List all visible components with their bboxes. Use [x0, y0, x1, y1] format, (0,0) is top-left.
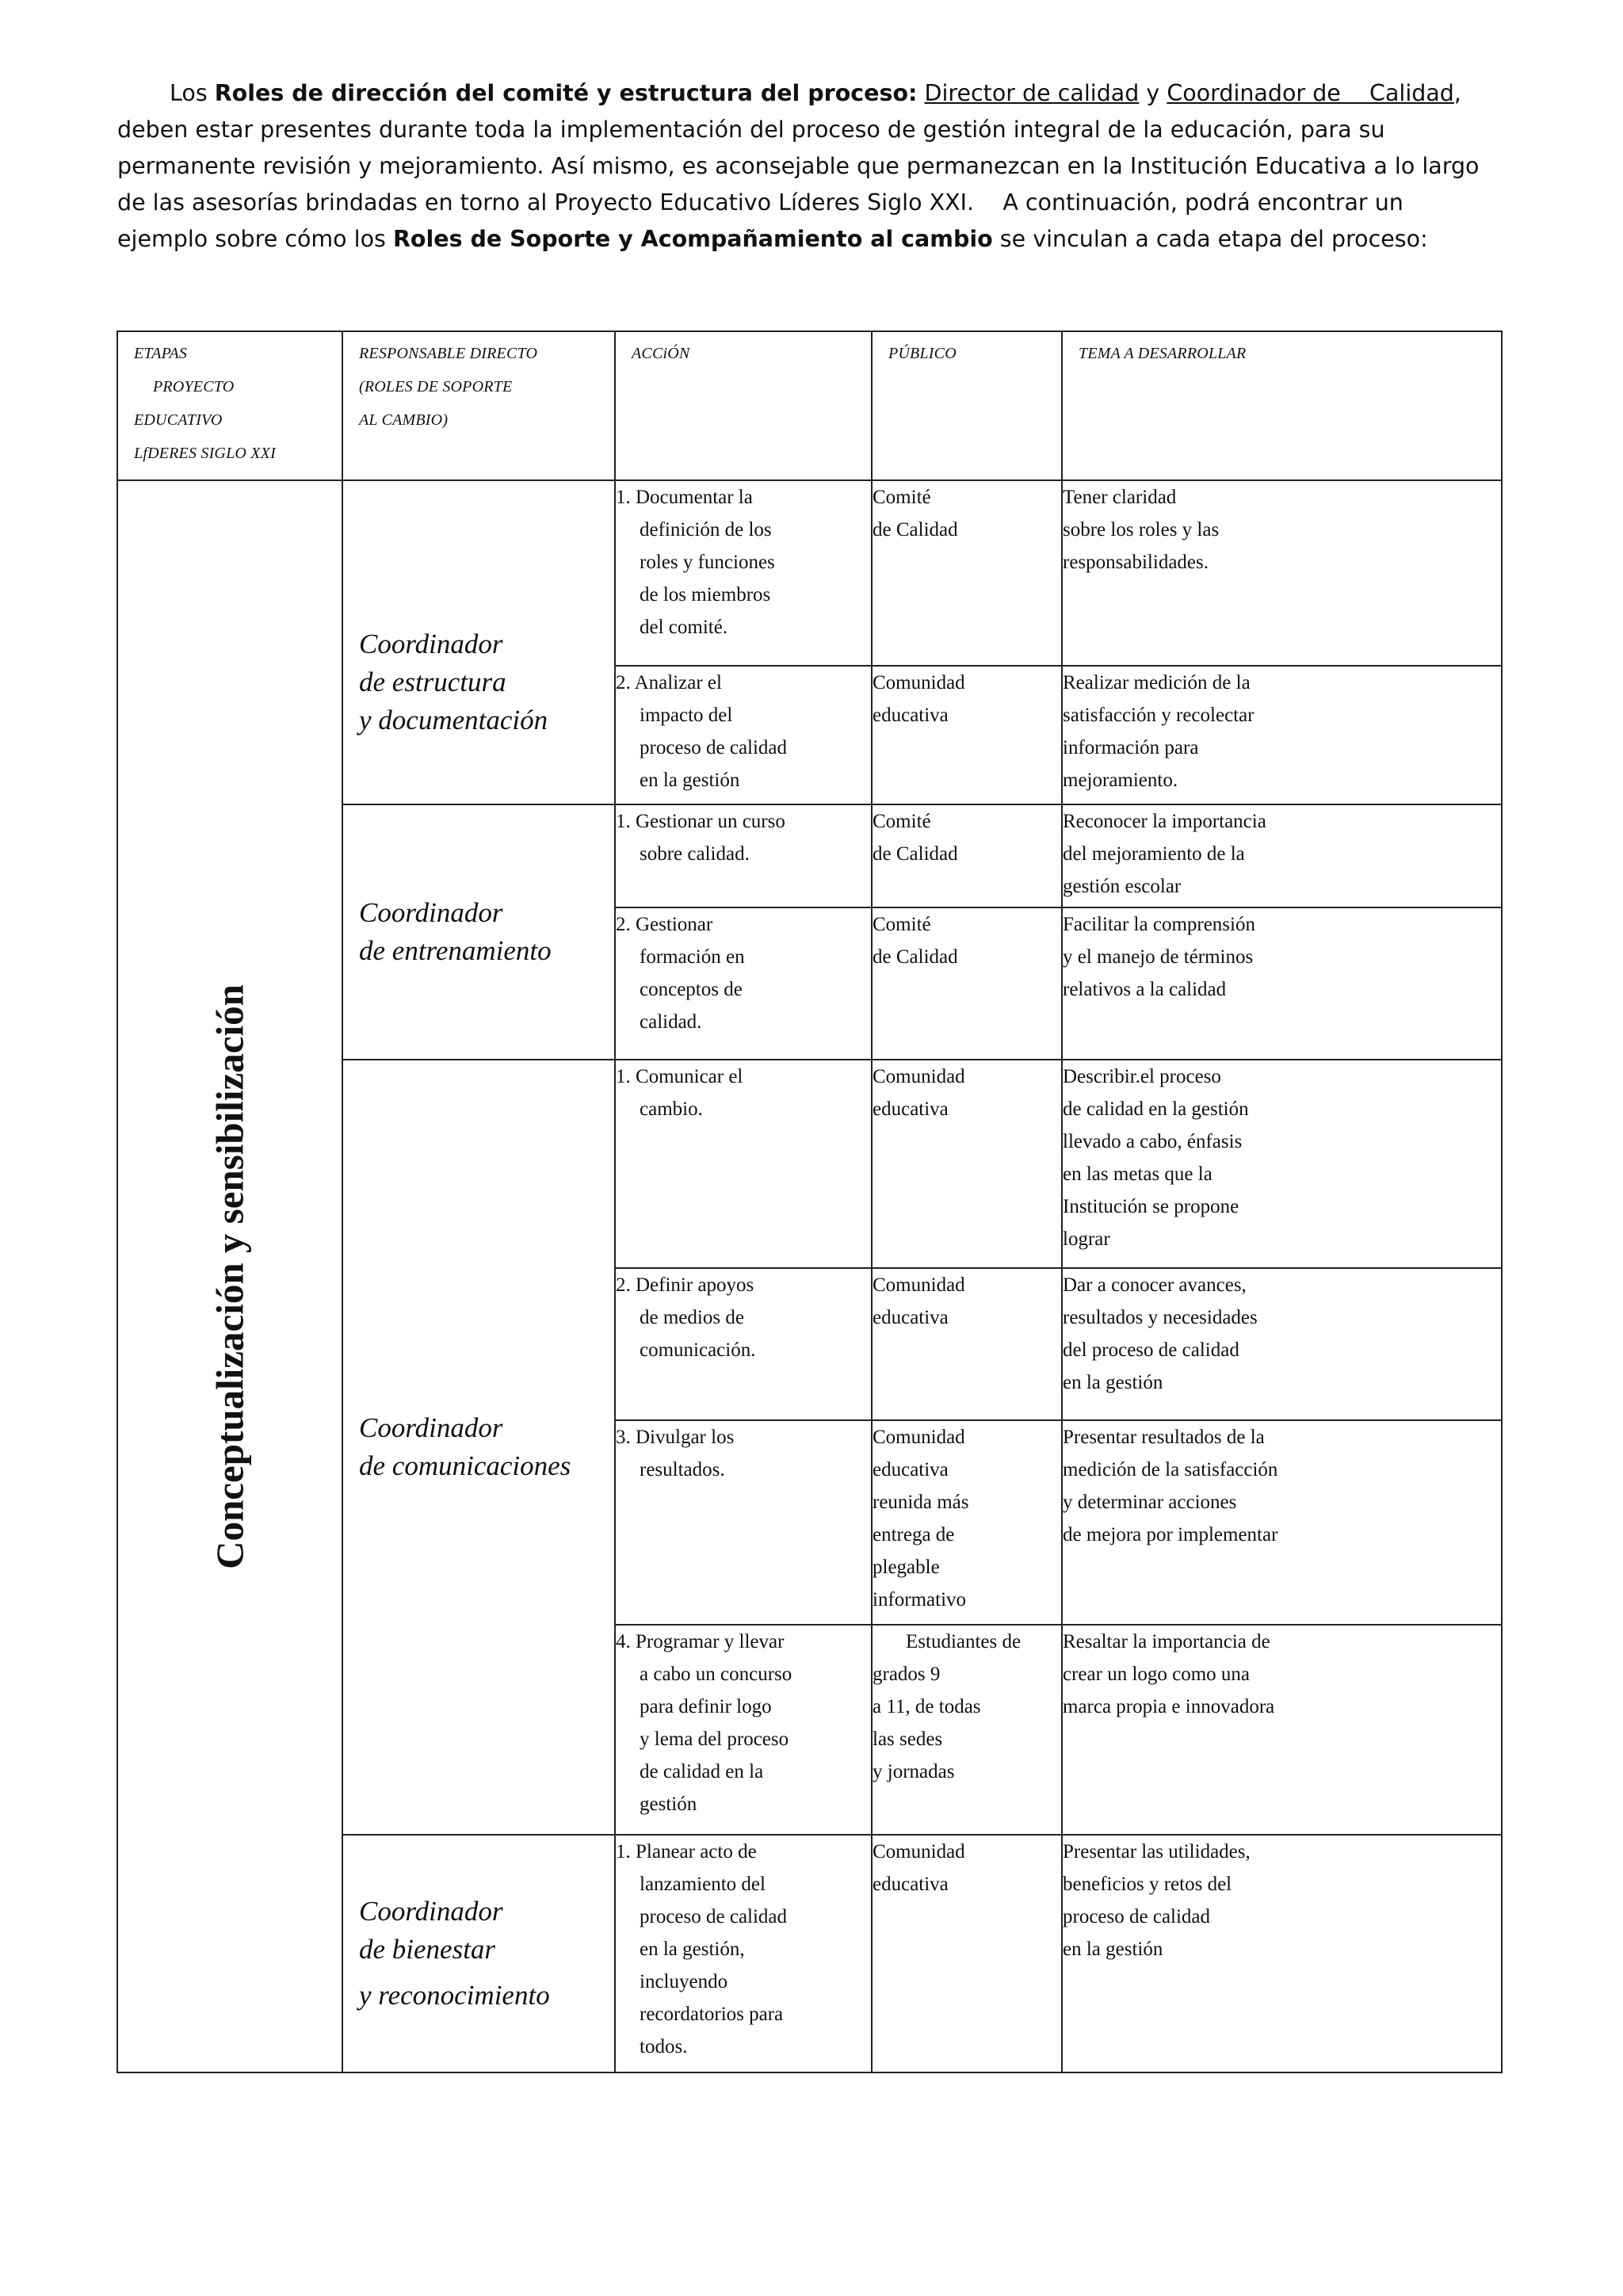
publico-line: Comunidad	[873, 1066, 965, 1087]
accion-line: resultados.	[640, 1459, 725, 1480]
accion-line: 2. Definir apoyos	[616, 1274, 754, 1296]
header-etapas	[117, 331, 342, 480]
accion-line: impacto del	[640, 705, 733, 726]
accion-cell	[615, 1268, 872, 1420]
accion-line: 4. Programar y llevar	[616, 1631, 785, 1652]
header-line: PÚBLICO	[888, 345, 957, 362]
role-line: de comunicaciones	[359, 1450, 571, 1481]
accion-line: todos.	[640, 2036, 688, 2057]
accion-line: calidad.	[640, 1011, 702, 1033]
tema-line: Resaltar la importancia de	[1063, 1631, 1270, 1652]
stage-label: Conceptualización y sensibilización	[208, 984, 252, 1569]
tema-line: Describir.el proceso	[1063, 1066, 1221, 1087]
publico-line: Comunidad	[873, 672, 965, 693]
publico-line: Comunidad	[873, 1841, 965, 1862]
tema-line: en las metas que la	[1063, 1163, 1212, 1185]
tema-line: lograr	[1063, 1228, 1110, 1250]
accion-cell	[615, 907, 872, 1060]
header-line: PROYECTO	[153, 378, 235, 395]
role-line: de bienestar	[359, 1934, 496, 1965]
accion-line: en la gestión	[640, 770, 740, 791]
accion-line: roles y funciones	[640, 552, 775, 573]
accion-line: 2. Gestionar	[616, 914, 713, 935]
publico-line: educativa	[873, 705, 949, 726]
publico-line: reunida más	[873, 1492, 969, 1513]
publico-cell	[872, 480, 1062, 666]
publico-line: a 11, de todas	[873, 1696, 981, 1717]
publico-line: educativa	[873, 1874, 949, 1895]
accion-cell	[615, 666, 872, 804]
tema-cell	[1062, 480, 1502, 666]
role-line: Coordinador	[359, 628, 503, 659]
accion-line: del comité.	[640, 617, 728, 638]
header-line: TEMA A DESARROLLAR	[1079, 345, 1247, 362]
tema-line: Presentar resultados de la	[1063, 1427, 1265, 1448]
header-line: RESPONSABLE DIRECTO	[359, 345, 538, 362]
role-line: y documentación	[359, 704, 548, 735]
publico-line: las sedes	[873, 1729, 943, 1750]
publico-line: Estudiantes de	[906, 1631, 1022, 1652]
header-line: ACCiÓN	[632, 345, 690, 362]
tema-line: Realizar medición de la	[1063, 672, 1251, 693]
accion-line: comunicación.	[640, 1339, 756, 1361]
tema-cell	[1062, 1268, 1502, 1420]
tema-cell	[1062, 1835, 1502, 2073]
tema-line: de calidad en la gestión	[1063, 1098, 1249, 1120]
role-line: Coordinador	[359, 897, 503, 928]
tema-line: sobre los roles y las	[1063, 519, 1220, 541]
header-line: ETAPAS	[134, 345, 188, 362]
accion-line: de calidad en la	[640, 1761, 764, 1782]
publico-line: Comité	[873, 914, 931, 935]
accion-cell	[615, 1060, 872, 1268]
accion-line: definición de los	[640, 519, 772, 541]
publico-cell	[872, 666, 1062, 804]
publico-line: de Calidad	[873, 519, 958, 541]
accion-cell	[615, 1420, 872, 1625]
intro-underline-1: Director de calidad	[924, 80, 1140, 106]
table-row	[117, 480, 1502, 666]
role-line: de estructura	[359, 666, 506, 697]
intro-text-1: Los	[170, 80, 215, 106]
publico-cell	[872, 1625, 1062, 1835]
tema-line: mejoramiento.	[1063, 770, 1178, 791]
tema-cell	[1062, 907, 1502, 1060]
tema-line: satisfacción y recolectar	[1063, 705, 1254, 726]
header-line: AL CAMBIO)	[359, 411, 449, 429]
intro-text-3: , deben estar presentes durante toda la implementación del proceso de gestión integral de la educación, para su permanente revisión y mejoramiento. Así mismo, es aconsejable que permanezcan en la Institución Educativa a lo largo de las asesorías brindadas en torno al Proyecto Educativo Líderes Siglo XXI. A continuación, podrá encontrar un ejemplo sobre cómo los	[117, 80, 1487, 252]
tema-line: gestión escolar	[1063, 876, 1182, 897]
tema-cell	[1062, 1420, 1502, 1625]
accion-line: conceptos de	[640, 979, 743, 1000]
tema-line: Institución se propone	[1063, 1196, 1239, 1217]
publico-cell	[872, 1420, 1062, 1625]
intro-text-2: y	[1139, 80, 1167, 106]
role-cell-entrenamiento	[342, 804, 615, 1060]
publico-line: Comité	[873, 811, 931, 832]
accion-line: 3. Divulgar los	[616, 1427, 735, 1448]
publico-line: entrega de	[873, 1524, 955, 1545]
publico-line: plegable	[873, 1557, 940, 1578]
header-accion	[615, 331, 872, 480]
tema-line: y el manejo de términos	[1063, 946, 1254, 968]
tema-line: llevado a cabo, énfasis	[1063, 1131, 1243, 1152]
accion-line: incluyendo	[640, 1971, 728, 1992]
role-line: de entrenamiento	[359, 935, 552, 966]
accion-line: 1. Comunicar el	[616, 1066, 743, 1087]
tema-line: crear un logo como una	[1063, 1664, 1251, 1685]
tema-line: resultados y necesidades	[1063, 1307, 1258, 1328]
accion-line: gestión	[640, 1794, 697, 1815]
publico-cell	[872, 1835, 1062, 2073]
publico-line: Comité	[873, 487, 931, 508]
tema-line: y determinar acciones	[1063, 1492, 1237, 1513]
tema-line: en la gestión	[1063, 1372, 1163, 1393]
tema-cell	[1062, 1060, 1502, 1268]
role-line: Coordinador	[359, 1896, 503, 1927]
accion-line: formación en	[640, 946, 745, 968]
table-header-row	[117, 331, 1502, 480]
accion-cell	[615, 480, 872, 666]
accion-line: proceso de calidad	[640, 737, 788, 758]
accion-cell	[615, 1625, 872, 1835]
accion-line: proceso de calidad	[640, 1906, 788, 1927]
accion-line: de medios de	[640, 1307, 744, 1328]
publico-line: Comunidad	[873, 1274, 965, 1296]
publico-line: educativa	[873, 1459, 949, 1480]
tema-line: Tener claridad	[1063, 487, 1177, 508]
header-publico	[872, 331, 1062, 480]
accion-line: 1. Gestionar un curso	[616, 811, 785, 832]
tema-line: Presentar las utilidades,	[1063, 1841, 1251, 1862]
role-line: y reconocimiento	[359, 1980, 550, 2011]
intro-paragraph	[117, 75, 1500, 258]
tema-line: del mejoramiento de la	[1063, 843, 1245, 865]
role-cell-estructura	[342, 480, 615, 804]
accion-line: 1. Documentar la	[616, 487, 753, 508]
tema-line: en la gestión	[1063, 1939, 1163, 1960]
publico-line: grados 9	[873, 1664, 941, 1685]
intro-underline-2: Coordinador de Calidad	[1167, 80, 1454, 106]
publico-line: de Calidad	[873, 843, 958, 865]
intro-text-4: se vinculan a cada etapa del proceso:	[992, 226, 1428, 252]
accion-line: 2. Analizar el	[616, 672, 722, 693]
role-line: Coordinador	[359, 1412, 503, 1443]
header-responsable	[342, 331, 615, 480]
tema-cell	[1062, 804, 1502, 907]
tema-line: Dar a conocer avances,	[1063, 1274, 1247, 1296]
publico-cell	[872, 1268, 1062, 1420]
tema-line: relativos a la calidad	[1063, 979, 1227, 1000]
publico-line: educativa	[873, 1098, 949, 1120]
tema-line: medición de la satisfacción	[1063, 1459, 1278, 1480]
tema-line: del proceso de calidad	[1063, 1339, 1239, 1361]
header-line: (ROLES DE SOPORTE	[359, 378, 513, 395]
role-cell-comunicaciones	[342, 1060, 615, 1835]
role-cell-bienestar	[342, 1835, 615, 2073]
accion-line: de los miembros	[640, 584, 771, 606]
publico-cell	[872, 1060, 1062, 1268]
header-tema	[1062, 331, 1502, 480]
tema-line: Facilitar la comprensión	[1063, 914, 1255, 935]
publico-cell	[872, 907, 1062, 1060]
header-line: LfDERES SIGLO XXI	[134, 445, 276, 462]
intro-bold-2: Roles de Soporte y Acompañamiento al cambio	[392, 226, 993, 252]
tema-cell	[1062, 1625, 1502, 1835]
tema-line: información para	[1063, 737, 1199, 758]
tema-line: marca propia e innovadora	[1063, 1696, 1275, 1717]
roles-table	[116, 330, 1503, 2073]
publico-line: Comunidad	[873, 1427, 965, 1448]
accion-line: 1. Planear acto de	[616, 1841, 757, 1862]
accion-line: sobre calidad.	[640, 843, 750, 865]
accion-line: lanzamiento del	[640, 1874, 766, 1895]
accion-line: a cabo un concurso	[640, 1664, 792, 1685]
tema-line: responsabilidades.	[1063, 552, 1209, 573]
publico-line: informativo	[873, 1589, 967, 1610]
accion-line: y lema del proceso	[640, 1729, 789, 1750]
tema-cell	[1062, 666, 1502, 804]
accion-cell	[615, 804, 872, 907]
tema-line: Reconocer la importancia	[1063, 811, 1266, 832]
stage-cell	[117, 480, 342, 2073]
intro-bold-1: Roles de dirección del comité y estructura del proceso:	[214, 80, 918, 106]
accion-line: cambio.	[640, 1098, 703, 1120]
tema-line: beneficios y retos del	[1063, 1874, 1232, 1895]
tema-line: de mejora por implementar	[1063, 1524, 1278, 1545]
accion-line: para definir logo	[640, 1696, 772, 1717]
publico-line: de Calidad	[873, 946, 958, 968]
tema-line: proceso de calidad	[1063, 1906, 1211, 1927]
publico-cell	[872, 804, 1062, 907]
accion-line: recordatorios para	[640, 2004, 784, 2025]
accion-line: en la gestión,	[640, 1939, 745, 1960]
publico-line: y jornadas	[873, 1761, 955, 1782]
accion-cell	[615, 1835, 872, 2073]
publico-line: educativa	[873, 1307, 949, 1328]
header-line: EDUCATIVO	[134, 411, 223, 429]
